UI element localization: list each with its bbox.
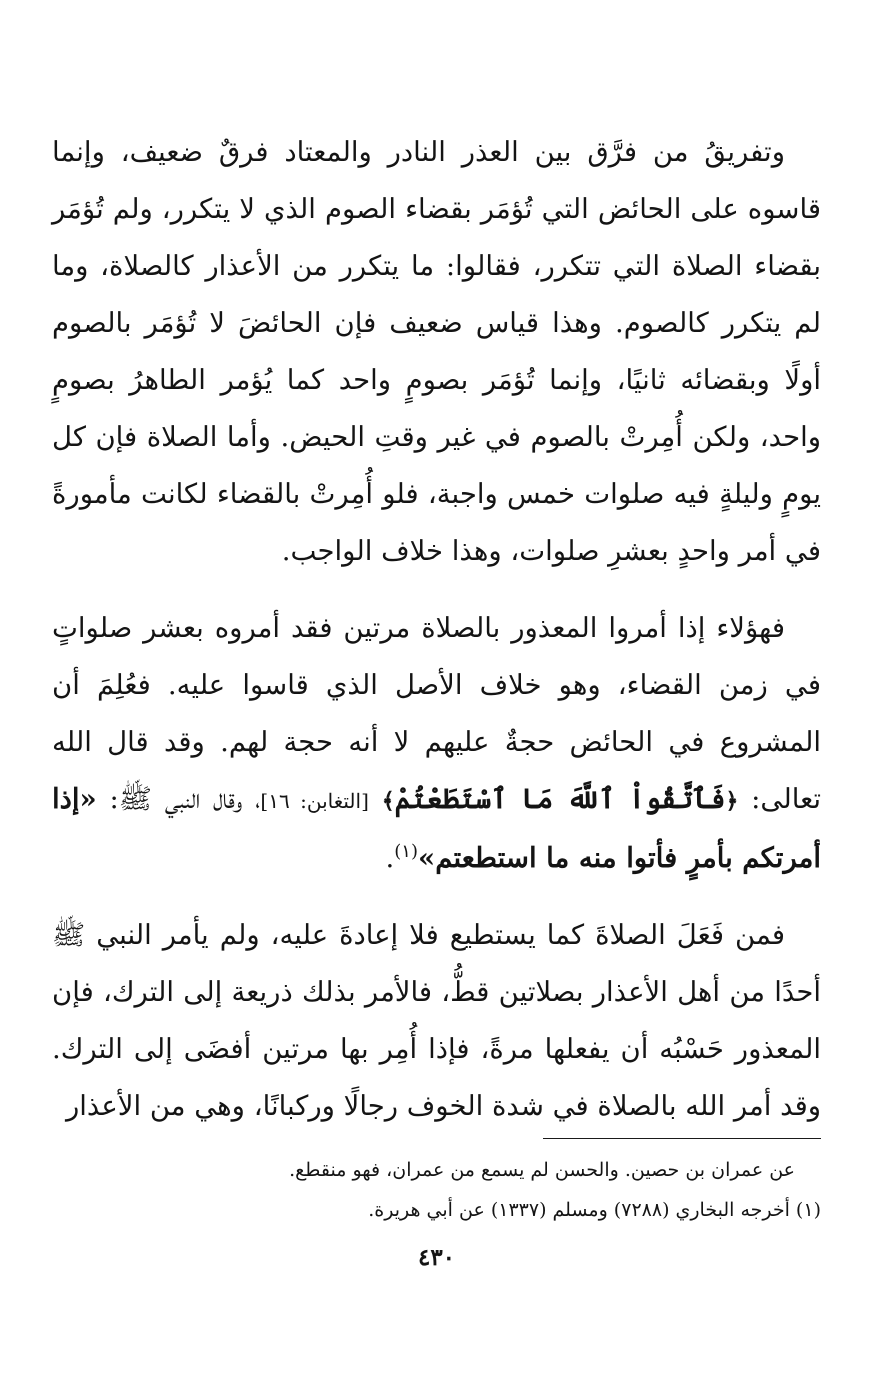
paragraph-2-middle: ، وقال النبي ﷺ: xyxy=(109,783,261,815)
main-text xyxy=(52,124,821,1135)
page-number: ٤٣٠ xyxy=(417,1244,456,1271)
footnote-1: (١) أخرجه البخاري (٧٢٨٨) ومسلم (١٣٣٧) عن أبي هريرة. xyxy=(368,1199,821,1221)
footnote-marker: (١) xyxy=(394,840,418,862)
quran-verse-text: فَٱتَّقُواْ ٱللَّهَ مَا ٱسْتَطَعْتُمْ xyxy=(394,783,726,815)
quran-open-bracket: ﴿ xyxy=(725,788,739,814)
paragraph-2-end: . xyxy=(385,842,395,874)
paragraph-3: فمن فَعَلَ الصلاةَ كما يستطيع فلا إعادةَ عليه، ولم يأمر النبي ﷺ أحدًا من أهل الأعذار بصلاتين قطُّ، فالأمر بذلك ذريعة إلى الترك، فإن المعذور حَسْبُه أن يفعلها مرةً، فإذا أُمِر بها مرتين أفضَى إلى الترك. وقد أمر الله بالصلاة في شدة الخوف رجالًا وركبانًا، وهي من الأعذار xyxy=(52,919,821,1122)
quran-verse xyxy=(382,783,739,815)
footnote-separator xyxy=(543,1138,821,1139)
quran-close-bracket: ﴾ xyxy=(381,788,395,814)
hadith-quote: «إذا أمرتكم بأمرٍ فأتوا منه ما استطعتم» xyxy=(52,783,821,874)
paragraph-2 xyxy=(52,600,821,887)
paragraph-2-lead: فهؤلاء إذا أمروا المعذور بالصلاة مرتين فقد أمروه بعشر صلواتٍ في زمن القضاء، وهو خلاف الأصل الذي قاسوا عليه. فعُلِمَ أن المشروع في الحائض حجةٌ عليهم لا أنه حجة لهم. وقد قال الله تعالى: xyxy=(52,612,822,815)
paragraph-1: وتفريقُ من فرَّق بين العذر النادر والمعتاد فرقٌ ضعيف، وإنما قاسوه على الحائض التي تُؤمَر بقضاء الصوم الذي لا يتكرر، ولم تُؤمَر بقضاء الصلاة التي تتكرر، فقالوا: ما يتكرر من الأعذار كالصلاة، وما لم يتكرر كالصوم. وهذا قياس ضعيف فإن الحائضَ لا تُؤمَر بالصوم أولًا وبقضائه ثانيًا، وإنما تُؤمَر بصومٍ واحد كما يُؤمر الطاهرُ بصومٍ واحد، ولكن أُمِرتْ بالصوم في غير وقتِ الحيض. وأما الصلاة فإن كل يومٍ وليلةٍ فيه صلوات خمس واجبة، فلو أُمِرتْ بالقضاء لكانت مأمورةً في أمر واحدٍ بعشرِ صلوات، وهذا خلاف الواجب. xyxy=(52,136,821,567)
footnote-continuation: عن عمران بن حصين. والحسن لم يسمع من عمران، فهو منقطع. xyxy=(289,1159,795,1181)
quran-reference: [التغابن: ١٦] xyxy=(260,789,369,813)
footnotes xyxy=(52,1150,821,1230)
